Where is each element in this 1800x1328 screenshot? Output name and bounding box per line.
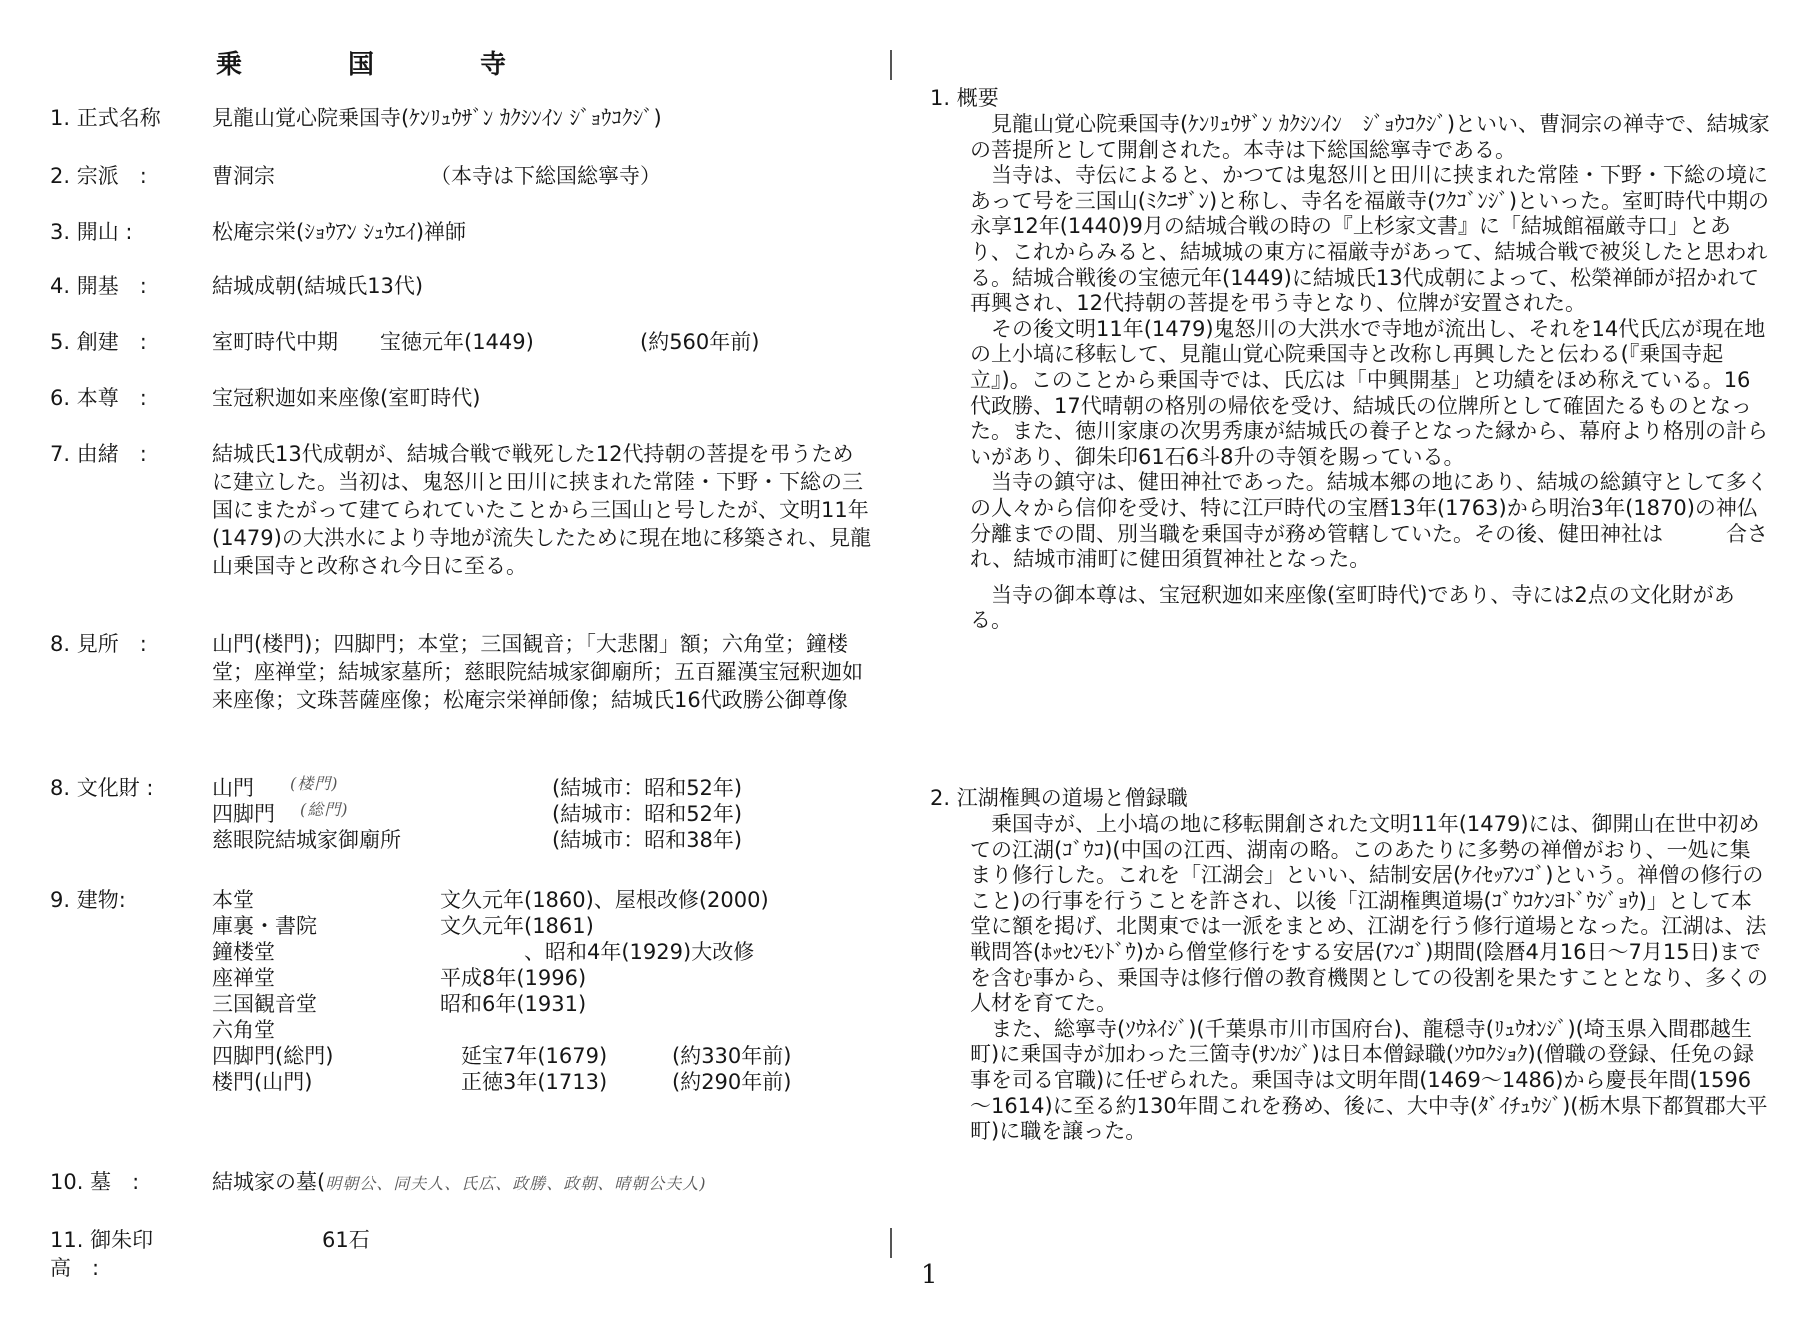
building-name: 鐘楼堂 <box>212 940 275 964</box>
item-label: 2. 宗派 : <box>50 164 147 188</box>
item-highlights <box>50 630 890 750</box>
item-cultural-properties <box>50 774 890 864</box>
cultural-row <box>212 826 912 852</box>
item-label: 1. 正式名称 <box>50 106 161 130</box>
building-row <box>212 1042 912 1068</box>
item-note: （本寺は下総国総寧寺） <box>430 164 661 188</box>
building-list <box>212 886 912 1094</box>
handwritten-note: (楼門) <box>290 774 339 793</box>
building-row <box>212 964 912 990</box>
item-label: 5. 創建 : <box>50 330 147 354</box>
item-label: 3. 開山 : <box>50 220 133 244</box>
cultural-designation: (結城市：昭和52年) <box>552 776 743 800</box>
building-date: 昭和6年(1931) <box>440 992 587 1016</box>
item-value: 宝冠釈迦如来座像(室町時代) <box>212 386 481 410</box>
building-name: 六角堂 <box>212 1018 275 1042</box>
item-value <box>212 1168 912 1198</box>
item-value: 結城氏13代成朝が、結城合戦で戦死した12代持朝の菩提を弔うために建立した。当初は、鬼怒川と田川に挟まれた常陸・下野・下総の三国にまたがって建てられていたことから三国山と号したが、文明11年(1479)の大洪水により寺地が流失したために現在地に移築され、見龍山乗国寺と改称され今日に至る。 <box>212 442 872 578</box>
item-buildings <box>50 886 890 1116</box>
section-body-dojo <box>970 812 1770 1145</box>
item-label: 7. 由緒 : <box>50 442 147 466</box>
item-label: 10. 墓 : <box>50 1170 140 1194</box>
cultural-list <box>212 774 912 852</box>
paragraph: 乗国寺が、上小塙の地に移転開創された文明11年(1479)には、御開山在世中初めての江湖(ｺﾞｳｺ)(中国の江西、湖南の略。このあたりに多勢の禅僧がおり、一処に集まり修行した。これを「江湖会」といい、結制安居(ｹｲｾｯｱﾝｺﾞ)という。禅僧の修行のこと)の行事を行うことを許され、以後「江湖権輿道場(ｺﾞｳｺｹﾝﾖﾄﾞｳｼﾞｮｳ)」として本堂に額を掲げ、北関東では一派をまとめ、江湖を行う修行道場となった。江湖は、法戦問答(ﾎｯｾﾝﾓﾝﾄﾞｳ)から僧堂修行をする安居(ｱﾝｺﾞ)期間(陰暦4月16日～7月15日)までを含む事から、乗国寺は修行僧の教育機関としての役割を果たすこととなり、多くの人材を育てた。 <box>970 812 1768 1016</box>
page-title: 乗 国 寺 <box>216 50 547 80</box>
item-value: 山門(楼門)；四脚門；本堂；三国観音；「大悲閣」額；六角堂；鐘楼堂；座禅堂；結城家墓所；慈眼院結城家御廟所；五百羅漢宝冠釈迦如来座像；文珠菩薩座像；松庵宗栄禅師像；結城氏16代政勝公御尊像 <box>212 632 863 712</box>
building-row <box>212 886 912 912</box>
building-date: 、昭和4年(1929)大改修 <box>440 940 755 964</box>
handwritten-note: 明朝公、同夫人、氏広、政勝、政朝、晴朝公夫人) <box>325 1174 707 1193</box>
cultural-name: 四脚門 <box>212 802 275 826</box>
building-row <box>212 1016 912 1042</box>
item-value: 曹洞宗 <box>212 164 275 188</box>
building-age: (約290年前) <box>672 1070 792 1094</box>
section-title-dojo: 2. 江湖権興の道場と僧録職 <box>930 786 1188 810</box>
grave-value: 結城家の墓( <box>212 1170 326 1194</box>
cultural-row <box>212 800 912 826</box>
building-row <box>212 938 912 964</box>
building-row <box>212 912 912 938</box>
building-date: 正徳3年(1713) <box>440 1070 608 1094</box>
paragraph: その後文明11年(1479)鬼怒川の大洪水で寺地が流出し、それを14代氏広が現在地の上小塙に移転して、見龍山覚心院乗国寺と改称し再興したと伝わる(『乗国寺起立』)。このことから乗国寺では、氏広は「中興開基」と功績をほめ称えている。16代政勝、17代晴朝の格別の帰依を受け、結城氏の位牌所として確固たるものとなった。また、徳川家康の次男秀康が結城氏の養子となった縁から、幕府より格別の計らいがあり、御朱印61石6斗8升の寺領を賜っている。 <box>970 316 1768 469</box>
section-title-overview: 1. 概要 <box>930 86 999 110</box>
building-name: 四脚門(総門) <box>212 1044 334 1068</box>
section-body-overview <box>970 112 1770 634</box>
paragraph: 見龍山覚心院乗国寺(ｹﾝﾘｭｳｻﾞﾝ ｶｸｼﾝｲﾝ ｼﾞｮｳｺｸｼﾞ)といい、曹洞宗の禅寺で、結城家の菩提所として開創された。本寺は下総国総寧寺である。 <box>970 112 1770 162</box>
building-date: 延宝7年(1679) <box>440 1044 608 1068</box>
building-date: 文久元年(1860)、屋根改修(2000) <box>440 888 769 912</box>
handwritten-note: (総門) <box>300 800 349 819</box>
item-value: 見龍山覚心院乗国寺(ｹﾝﾘｭｳｻﾞﾝ ｶｸｼﾝｲﾝ ｼﾞｮｳｺｸｼﾞ) <box>212 106 662 130</box>
item-label: 9. 建物: <box>50 888 126 912</box>
item-value: 61石 <box>322 1228 370 1252</box>
item-label: 8. 見所 : <box>50 632 147 656</box>
building-date: 平成8年(1996) <box>440 966 587 990</box>
cultural-designation: (結城市：昭和38年) <box>552 828 743 852</box>
paragraph: 当寺は、寺伝によると、かつては鬼怒川と田川に挟まれた常陸・下野・下総の境にあって号を三国山(ﾐｸﾆｻﾞﾝ)と称し、寺名を福厳寺(ﾌｸｺﾞﾝｼﾞ)といった。室町時代中期の永享12年(1440)9月の結城合戦の時の『上杉家文書』に「結城館福厳寺口」とあり、これからみると、結城城の東方に福厳寺があって、結城合戦で被災したと思われる。結城合戦後の宝徳元年(1449)に結城氏13代成朝によって、松榮禅師が招かれて再興され、12代持朝の菩提を弔う寺となり、位牌が安置された。 <box>970 163 1770 316</box>
paragraph: 当寺の御本尊は、宝冠釈迦如来座像(室町時代)であり、寺には2点の文化財がある。 <box>970 582 1735 633</box>
item-label: 4. 開基 : <box>50 274 147 298</box>
building-name: 本堂 <box>212 888 254 912</box>
building-age: (約330年前) <box>672 1044 792 1068</box>
paragraph: 当寺の鎮守は、健田神社であった。結城本郷の地にあり、結城の総鎮守として多くの人々から信仰を受け、特に江戸時代の宝暦13年(1763)から明治3年(1870)の神仏分離までの間、別当職を乗国寺が務め管轄していた。その後、健田神社は 合され、結城市浦町に健田須賀神社となった。 <box>970 470 1768 572</box>
building-name: 庫裏・書院 <box>212 914 317 938</box>
building-row <box>212 1068 912 1094</box>
paragraph: また、総寧寺(ｿｳﾈｲｼﾞ)(千葉県市川市国府台)、龍穏寺(ﾘｭｳｵﾝｼﾞ)(埼玉県入間郡越生町)に乗国寺が加わった三箇寺(ｻﾝｶｼﾞ)は日本僧録職(ｿｳﾛｸｼｮｸ)(僧職の登録、任免の録事を司る官職)に任ぜられた。乗国寺は文明年間(1469～1486)から慶長年間(1596～1614)に至る約130年間これを務め、後に、大中寺(ﾀﾞｲﾁｭｳｼﾞ)(栃木県下都賀郡大平町)に職を譲った。 <box>970 1016 1768 1144</box>
building-name: 三国観音堂 <box>212 992 317 1016</box>
item-history <box>50 440 890 610</box>
building-name: 楼門(山門) <box>212 1070 313 1094</box>
item-label: 8. 文化財 : <box>50 776 154 800</box>
building-name: 座禅堂 <box>212 966 275 990</box>
cultural-name: 山門 <box>212 776 254 800</box>
right-column <box>930 0 1780 1328</box>
item-value: 室町時代中期 宝徳元年(1449) <box>212 330 534 354</box>
item-label: 6. 本尊 : <box>50 386 147 410</box>
divider-mark <box>890 1228 892 1258</box>
item-note: (約560年前) <box>640 330 760 354</box>
item-value: 松庵宗栄(ｼｮｳｱﾝ ｼｭｳｴｲ)禅師 <box>212 220 467 244</box>
building-row <box>212 990 912 1016</box>
item-label: 11. 御朱印高 : <box>50 1228 154 1280</box>
cultural-name: 慈眼院結城家御廟所 <box>212 828 401 852</box>
item-value: 結城成朝(結城氏13代) <box>212 274 424 298</box>
cultural-designation: (結城市：昭和52年) <box>552 802 743 826</box>
divider-mark <box>890 50 892 80</box>
page-number: 1 <box>921 1260 938 1290</box>
building-date: 文久元年(1861) <box>440 914 594 938</box>
